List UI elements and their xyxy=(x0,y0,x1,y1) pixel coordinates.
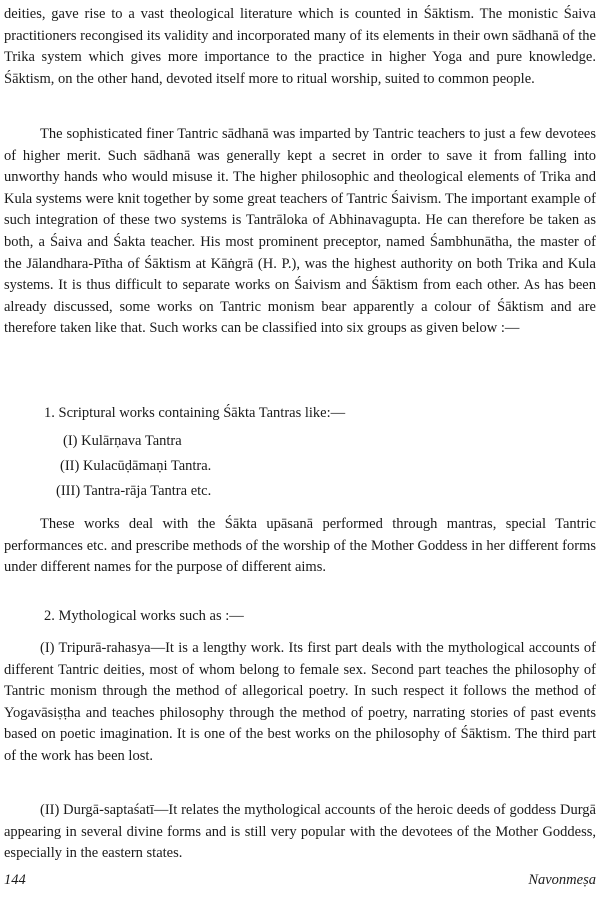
list-heading-scriptural: 1. Scriptural works containing Śākta Tantras like:— xyxy=(44,405,346,421)
page-number: 144 xyxy=(4,872,26,888)
list-item-tantraraja: (III) Tantra-rāja Tantra etc. xyxy=(56,483,212,499)
list-item-kularnava: (I) Kulārṇava Tantra xyxy=(63,433,182,449)
running-title: Navonmeṣa xyxy=(528,872,596,888)
list-heading-mythological: 2. Mythological works such as :— xyxy=(44,608,244,624)
paragraph-durga-saptasati: (II) Durgā-saptaśatī—It relates the mythological accounts of the heroic deeds of goddess Durgā appearing in several divine forms and is still very popular with the devotees of the Mother Goddess, especially in the eastern states. xyxy=(4,802,596,862)
paragraph-1: deities, gave rise to a vast theological literature which is counted in Śāktism. The monistic Śaiva practitioners recongised its validity and incorporated many of its elements in their own sādhanā of the Trika system which gives more importance to the practice in higher Yoga and pure knowledge. Śāktism, on the other hand, devoted itself more to ritual worship, suited to common people. xyxy=(4,6,596,87)
paragraph-tripura-rahasya: (I) Tripurā-rahasya—It is a lengthy work. Its first part deals with the mythological accounts of different Tantric deities, most of whom belong to female sex. Second part teaches the philosophy of Tantric monism through the method of allegorical poetry. In such respect it follows the method of Yogavāsiṣṭha and teaches philosophy through the method of poetry, narrating stories of past events based on poetic imagination. It is one of the best works on the philosophy of Śāktism. The third part of the work has been lost. xyxy=(4,640,596,764)
paragraph-2: The sophisticated finer Tantric sādhanā was imparted by Tantric teachers to just a few devotees of higher merit. Such sādhanā was generally kept a secret in order to save it from falling into unworthy hands who would misuse it. The higher philosophic and theological elements of Trika and Kula systems were knit together by some great teachers of Tantric Śaivism. The important example of such integration of these two systems is Tantrāloka of Abhinavagupta. He can therefore be taken as both, a Śaiva and Śakta teacher. His most prominent preceptor, named Śambhunātha, the master of the Jālandhara-Pītha of Śāktism at Kāṅgrā (H. P.), was the highest authority on both Trika and Kula systems. It is thus difficult to separate works on Śaivism and Śāktism from each other. As has been already discussed, some works on Tantric monism bear apparently a colour of Śāktism and are therefore taken like that. Such works can be classified into six groups as given below :— xyxy=(4,126,596,337)
list-item-kulacudamani: (II) Kulacūḍāmaṇi Tantra. xyxy=(60,458,212,474)
paragraph-3: These works deal with the Śākta upāsanā performed through mantras, special Tantric performances etc. and prescribe methods of the worship of the Mother Goddess in her different forms under different names for the purpose of different aims. xyxy=(4,516,596,576)
